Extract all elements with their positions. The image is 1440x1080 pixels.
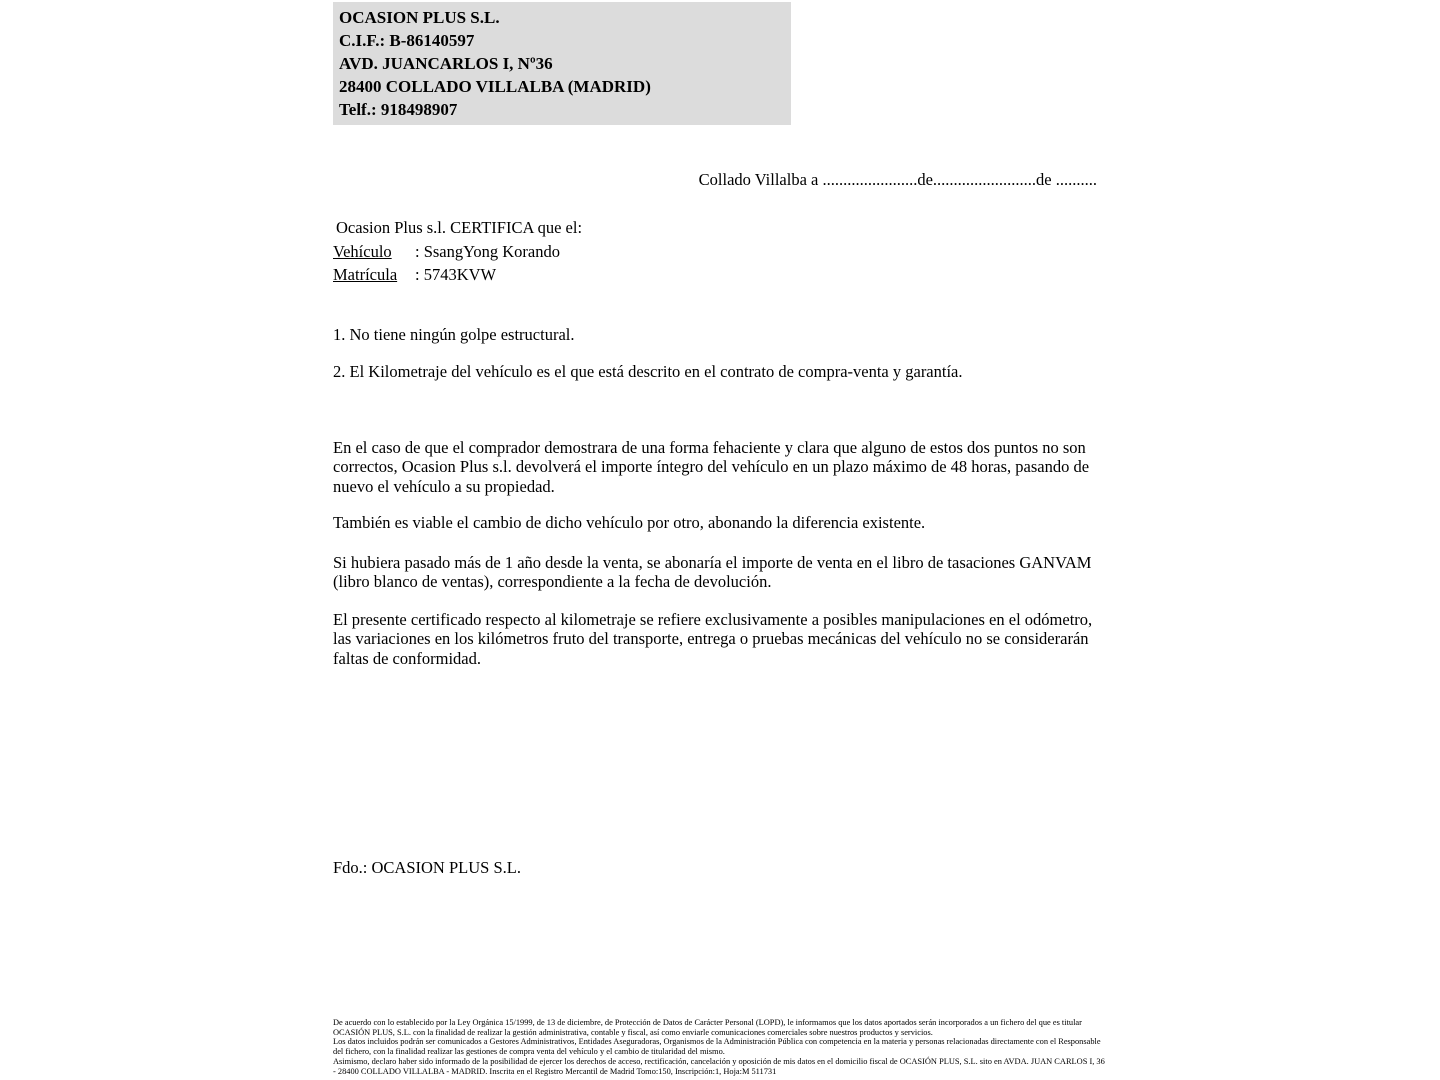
- company-name: OCASION PLUS S.L.: [339, 8, 500, 27]
- legal-footer: [333, 1018, 1105, 1076]
- body-paragraph-refund: En el caso de que el comprador demostrara de una forma fehaciente y clara que alguno de estos dos puntos no son correctos, Ocasion Plus s.l. devolverá el importe íntegro del vehículo en un plazo máximo de 48 horas, pasando de nuevo el vehículo a su propiedad.: [333, 437, 1090, 496]
- legal-paragraph-rights: Asimismo, declaro haber sido informado de la posibilidad de ejercer los derechos de acceso, rectificación, cancelación y oposición de mis datos en el domicilio fiscal de OCASIÓN PLUS, S.L. sito en AVDA. JUAN CARLOS I, 36 - 28400 COLLADO VILLALBA - MADRID. Inscrita en el Registro Mercantil de Madrid Tomo:150, Inscripción:1, Hoja:M 511731: [333, 1056, 1105, 1076]
- legal-paragraph-data-sharing: Los datos incluidos podrán ser comunicados a Gestores Administrativos, Entidades Aseguradoras, Organismos de la Administración Pública con competencia en la materia y personas relacionadas directamente con el Responsable del fichero, con la finalidad realizar las gestiones de compra venta del vehículo y el cambio de titularidad del mismo.: [333, 1037, 1101, 1057]
- certificate-point-1: 1. No tiene ningún golpe estructural.: [333, 324, 575, 344]
- plate-field: [333, 263, 1105, 287]
- letterhead-box: [333, 2, 791, 125]
- certificate-point-2: 2. El Kilometraje del vehículo es el que está descrito en el contrato de compra-venta y garantía.: [333, 362, 963, 381]
- signature-line: Fdo.: OCASION PLUS S.L.: [333, 858, 521, 877]
- certification-block: [333, 216, 1105, 287]
- legal-paragraph-lopd: De acuerdo con lo establecido por la Ley Orgánica 15/1999, de 13 de diciembre, de Protección de Datos de Carácter Personal (LOPD), le informamos que los datos aportados serán incorporados a un fichero del que es titular OCASIÓN PLUS, S.L. con la finalidad de realizar la gestión administrativa, contable y fiscal, así como enviarle comunicaciones comerciales sobre nuestros productos y servicios.: [333, 1018, 1082, 1037]
- body-paragraph-odometer: El presente certificado respecto al kilometraje se refiere exclusivamente a posibles manipulaciones en el odómetro, las variaciones en los kilómetros fruto del transporte, entrega o pruebas mecánicas del vehículo no se considerarán faltas de conformidad.: [333, 609, 1093, 668]
- plate-field-value: : 5743KVW: [415, 265, 497, 284]
- certification-intro: Ocasion Plus s.l. CERTIFICA que el:: [336, 218, 583, 237]
- vehicle-field-value: : SsangYong Korando: [415, 241, 561, 261]
- company-address: AVD. JUANCARLOS I, Nº36: [339, 54, 553, 73]
- plate-field-label: Matrícula: [333, 265, 398, 284]
- certificate-document: [333, 0, 1105, 1076]
- company-cif: C.I.F.: B-86140597: [339, 31, 475, 50]
- company-city: 28400 COLLADO VILLALBA (MADRID): [339, 77, 651, 96]
- company-phone: Telf.: 918498907: [339, 100, 458, 119]
- body-paragraph-ganvam: Si hubiera pasado más de 1 año desde la venta, se abonaría el importe de venta en el libro de tasaciones GANVAM (libro blanco de ventas), correspondiente a la fecha de devolución.: [333, 552, 1092, 591]
- vehicle-field: [333, 240, 1105, 264]
- body-paragraph-exchange: También es viable el cambio de dicho vehículo por otro, abonando la diferencia existente.: [333, 513, 926, 532]
- vehicle-field-label: Vehículo: [333, 241, 392, 261]
- date-line: Collado Villalba a .......................de.........................de ..........: [698, 170, 1097, 189]
